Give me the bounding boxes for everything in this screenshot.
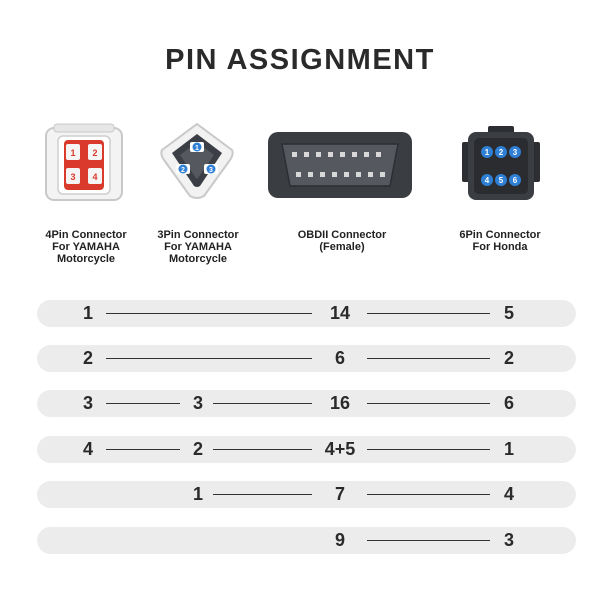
- 3pin-pin-label: 2: [181, 167, 185, 174]
- 4pin-yamaha-connector-icon: [44, 122, 124, 204]
- pin-obdii: 9: [334, 530, 345, 550]
- 4pin-pin-label: 4: [92, 172, 98, 182]
- pin-6pin: 3: [503, 530, 514, 550]
- obdii-connector-icon: [266, 130, 414, 200]
- connection-line: [367, 403, 490, 404]
- pin-6pin: 6: [503, 393, 514, 413]
- connection-line: [213, 403, 312, 404]
- connection-line: [106, 403, 180, 404]
- pin-row: [37, 345, 576, 372]
- 6pin-pin-label: 4: [484, 176, 490, 185]
- pin-6pin: 1: [503, 439, 514, 459]
- pin-obdii: 16: [329, 393, 351, 413]
- connection-line: [106, 358, 312, 359]
- obdii-connector-label: OBDII Connector (Female): [297, 229, 387, 253]
- 4pin-pin-label: 2: [92, 148, 98, 158]
- page-title: PIN ASSIGNMENT: [165, 44, 435, 76]
- 4pin-connector-label: 4Pin Connector For YAMAHA Motorcycle: [45, 229, 127, 265]
- 6pin-honda-connector-icon: [460, 124, 542, 204]
- pin-row: [37, 527, 576, 554]
- pin-obdii: 7: [334, 484, 345, 504]
- pin-obdii: 14: [329, 303, 351, 323]
- connection-line: [367, 313, 490, 314]
- pin-4pin: 4: [82, 439, 93, 459]
- connection-line: [213, 449, 312, 450]
- 6pin-pin-label: 2: [498, 148, 504, 157]
- connection-line: [367, 449, 490, 450]
- connection-line: [106, 449, 180, 450]
- pin-obdii: 4+5: [324, 439, 356, 459]
- 3pin-pin-label: 3: [209, 167, 213, 174]
- pin-row: [37, 300, 576, 327]
- connection-line: [367, 494, 490, 495]
- 3pin-pin-label: 1: [195, 145, 199, 152]
- connection-line: [367, 358, 490, 359]
- 6pin-pin-label: 1: [484, 148, 490, 157]
- connection-line: [213, 494, 312, 495]
- pin-3pin: 2: [192, 439, 203, 459]
- 4pin-pin-label: 1: [70, 148, 76, 158]
- 4pin-pin-label: 3: [70, 172, 76, 182]
- 3pin-yamaha-connector-icon: [156, 120, 238, 202]
- pin-obdii: 6: [334, 348, 345, 368]
- 6pin-pin-label: 6: [512, 176, 518, 185]
- pin-4pin: 3: [82, 393, 93, 413]
- pin-6pin: 5: [503, 303, 514, 323]
- 3pin-connector-label: 3Pin Connector For YAMAHA Motorcycle: [157, 229, 239, 265]
- pin-4pin: 2: [82, 348, 93, 368]
- pin-row: [37, 481, 576, 508]
- pin-6pin: 4: [503, 484, 514, 504]
- 6pin-pin-label: 5: [498, 176, 504, 185]
- pin-row: [37, 390, 576, 417]
- pin-6pin: 2: [503, 348, 514, 368]
- 6pin-pin-label: 3: [512, 148, 518, 157]
- connection-line: [367, 540, 490, 541]
- pin-3pin: 3: [192, 393, 203, 413]
- connection-line: [106, 313, 312, 314]
- 6pin-connector-label: 6Pin Connector For Honda: [459, 229, 541, 253]
- pin-3pin: 1: [192, 484, 203, 504]
- pin-4pin: 1: [82, 303, 93, 323]
- pin-row: [37, 436, 576, 463]
